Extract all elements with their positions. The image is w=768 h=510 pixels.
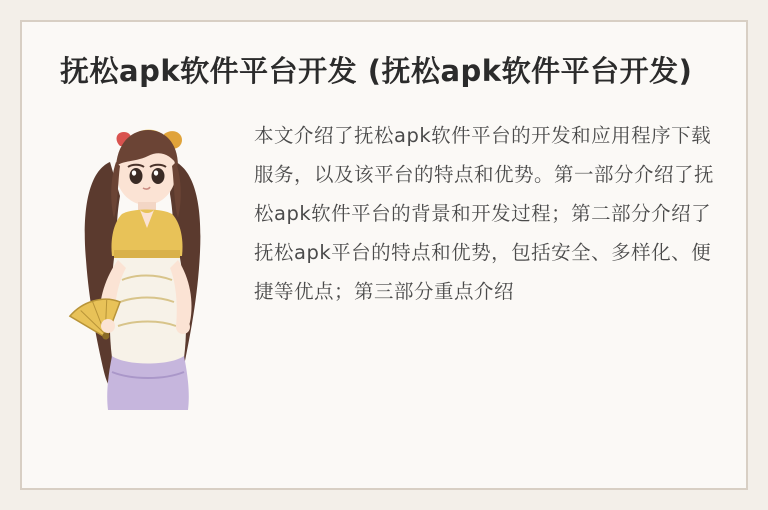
article-card	[20, 20, 748, 490]
anime-girl-with-fan-icon	[52, 110, 242, 410]
article-content-row	[42, 110, 726, 410]
page-title: 抚松apk软件平台开发 (抚松apk软件平台开发)	[60, 54, 693, 88]
article-body: 本文介绍了抚松apk软件平台的开发和应用程序下载服务，以及该平台的特点和优势。第一部分介绍了抚松apk软件平台的背景和开发过程；第二部分介绍了抚松apk平台的特点和优势，包括安全、多样化、便捷等优点；第三部分重点介绍	[254, 124, 715, 304]
illustration-figure	[52, 110, 242, 410]
